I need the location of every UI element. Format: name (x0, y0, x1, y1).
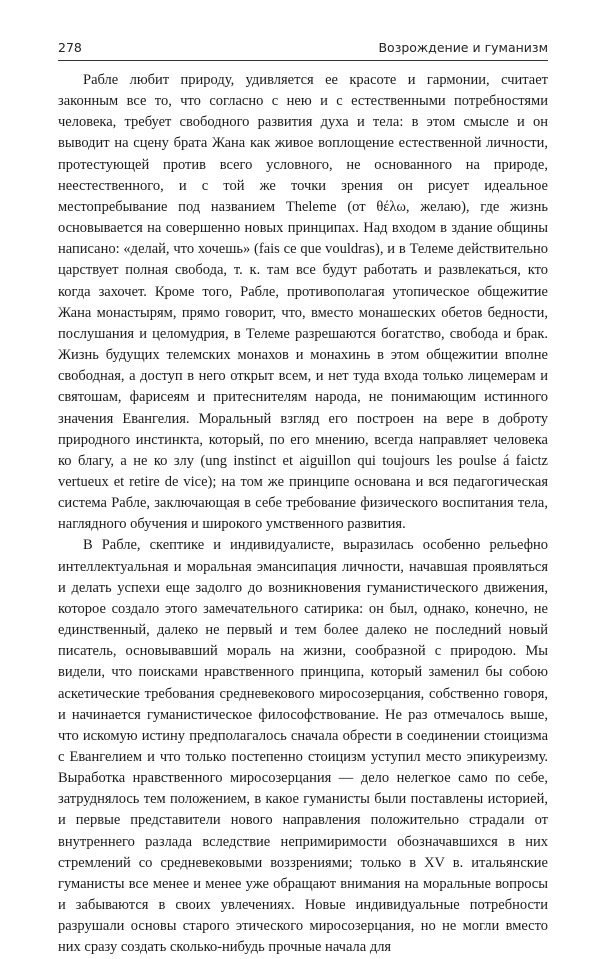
body-text (58, 70, 548, 959)
chapter-title: Возрождение и гуманизм (378, 40, 548, 55)
page-number: 278 (58, 40, 82, 55)
paragraph: В Рабле, скептике и индивидуалисте, выразилась особенно рельефно интеллектуальная и моральная эмансипация личности, начавшая проявляться и делать успехи еще задолго до возникновения гуманистического движения, которое создало этого замечательного сатирика: он был, однако, конечно, не единственный, далеко не первый и тем более далеко не последний новый писатель, основывавший мораль на жизни, сообразной с природою. Мы видели, что поисками нравственного принципа, который заменил бы собою аскетические требования средневекового миросозерцания, собственно говоря, и начинается гуманистическое философствование. Не раз отмечалось выше, что искомую истину предполагалось сначала обрести в соединении стоицизма с Евангелием и что только постепенно стоицизм уступил место эпикуреизму. Выработка нравственного миросозерцания — дело нелегкое само по себе, затруднялось тем положением, в какое гуманисты были поставлены историей, и первые представители нового направления положительно страдали от внутреннего разлада вследствие непримиримости обозначавшихся в них стремлений со средневековыми воззрениями; только в XV в. итальянские гуманисты все менее и менее уже обращают внимания на моральные вопросы и забываются в своих увлечениях. Новые индивидуальные потребности разрушали основы старого этического миросозерцания, но не могли вместо них сразу создать сколько-нибудь прочные начала для (58, 537, 548, 956)
header-rule (58, 60, 548, 61)
paragraph: Рабле любит природу, удивляется ее красоте и гармонии, считает законным все то, что согласно с нею и с естественными потребностями человека, требует свободного развития духа и тела: в этом смысле и он выводит на сцену брата Жана как живое воплощение естественной личности, протестующей против всего условного, не основанного на природе, неестественного, и с той же точки зрения он рисует идеальное местопребывание под названием Theleme (от θέλω, желаю), где жизнь основывается на совершенно новых принципах. Над входом в здание общины написано: «делай, что хочешь» (fais ce que vouldras), и в Телеме действительно царствует полная свобода, т. к. там все будут работать и развлекаться, кто когда захочет. Кроме того, Рабле, противополагая утопическое общежитие Жана монастырям, прямо говорит, что, вместо монашеских обетов бедности, послушания и целомудрия, в Телеме разрешаются богатство, свобода и брак. Жизнь будущих телемских монахов и монахинь в этом общежитии вполне свободная, а доступ в него открыт всем, и нет туда входа только лицемерам и святошам, фарисеям и притеснителям народа, не понимающим истинного значения Евангелия. Моральный взгляд его построен на вере в доброту природного инстинкта, который, по его мнению, всегда направляет человека ко благу, а не ко злу (ung instinct et aiguillon qui toujours les poulse á faictz vertueux et retire de vice); на том же принципе основана и вся педагогическая система Рабле, заключающая в себе требование физического воспитания тела, наглядного обучения и широкого умственного развития. (58, 72, 548, 533)
running-head (58, 40, 548, 55)
